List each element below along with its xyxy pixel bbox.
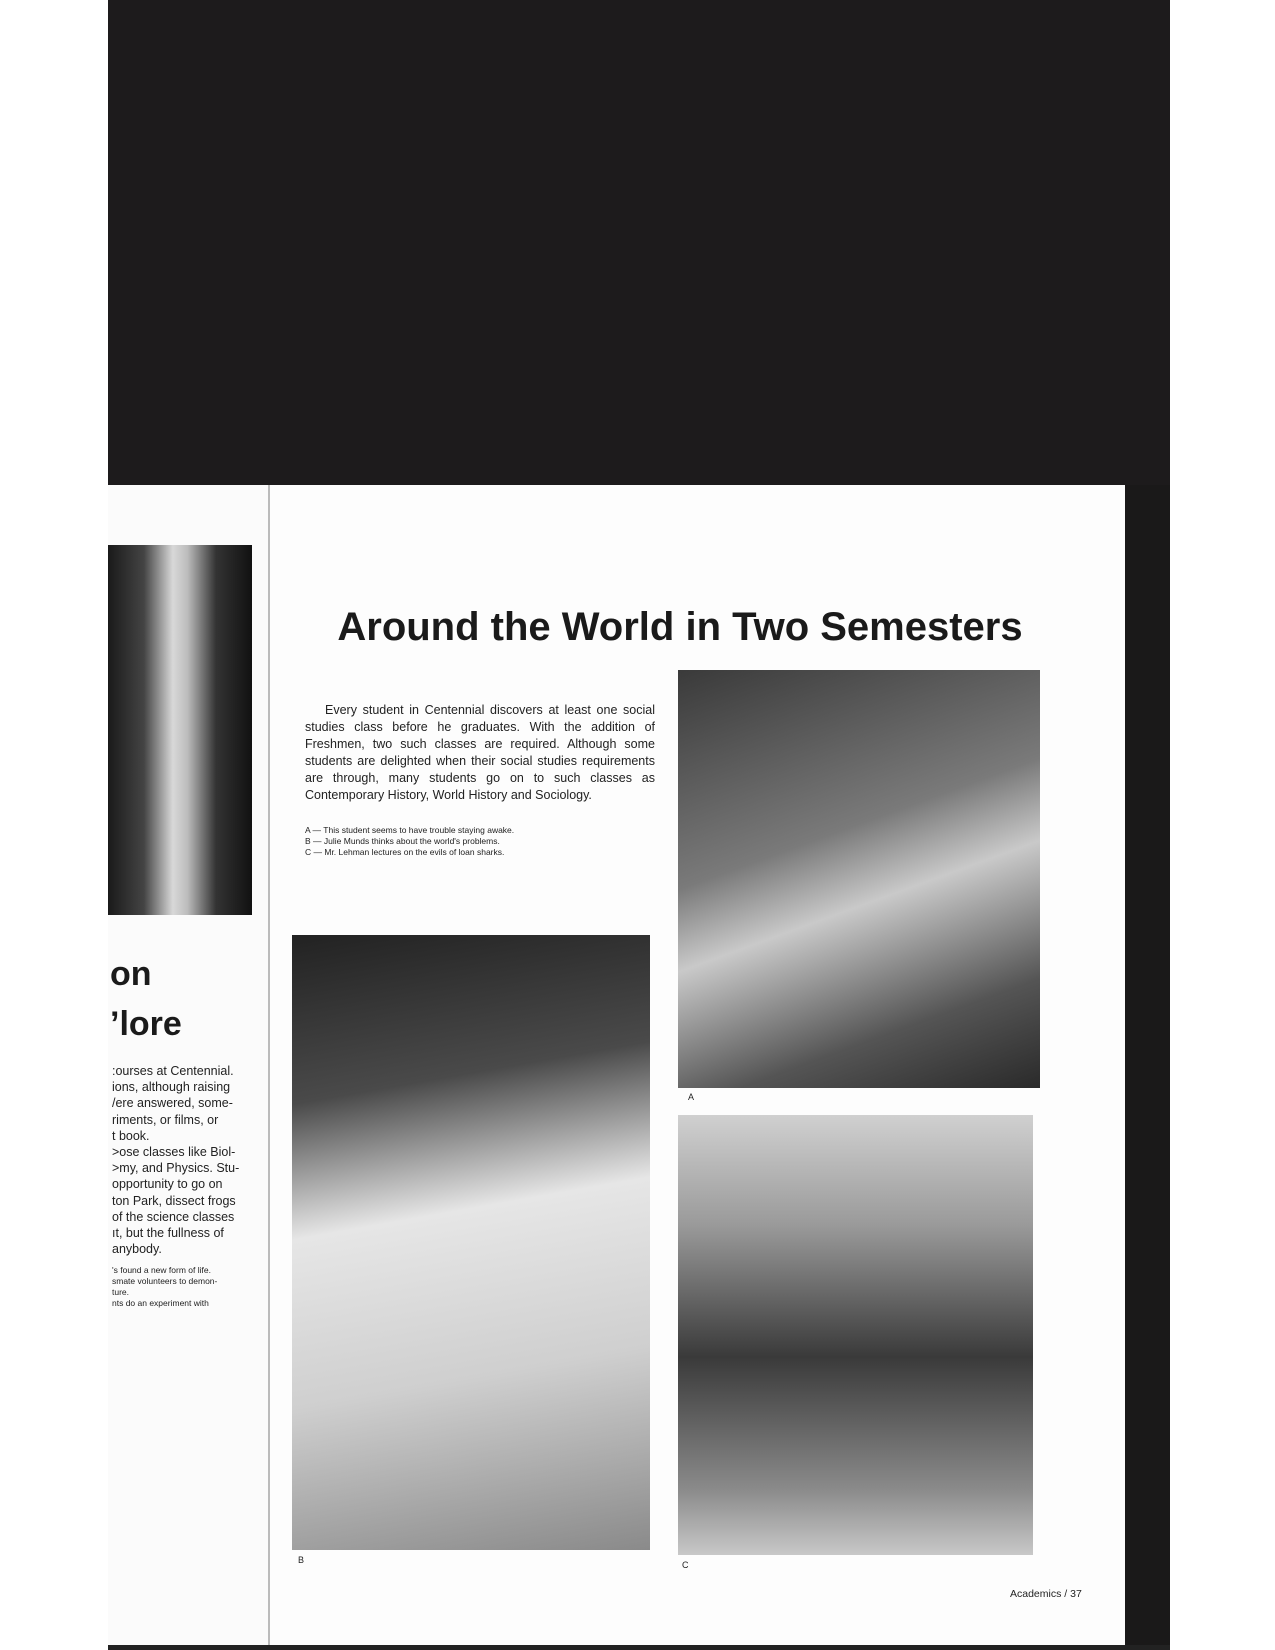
caption-a: A — This student seems to have trouble staying awake. [305, 825, 515, 835]
left-body-line: >my, and Physics. Stu- [112, 1161, 240, 1176]
left-body-line: riments, or films, or [112, 1112, 219, 1127]
left-body-line: opportunity to go on [112, 1177, 223, 1192]
left-caption-line: nts do an experiment with [112, 1298, 209, 1308]
photo-c-classroom-lecture [678, 1115, 1033, 1555]
page-title: Around the World in Two Semesters [337, 605, 1023, 649]
photo-b-julie-munds [292, 935, 650, 1550]
left-caption-line: smate volunteers to demon- [112, 1276, 218, 1286]
left-body-line: :ourses at Centennial. [112, 1064, 234, 1078]
caption-b: B — Julie Munds thinks about the world's problems. [305, 836, 500, 846]
left-body-line: anybody. [112, 1242, 162, 1257]
left-caption-line: ture. [112, 1287, 130, 1297]
photo-a-sleeping-student [678, 670, 1040, 1088]
left-heading-line-1: on [110, 955, 152, 993]
skeleton-photo [108, 545, 252, 915]
left-body-line: t book. [112, 1128, 150, 1143]
left-body-line: ıt, but the fullness of [112, 1226, 224, 1241]
page-gutter [268, 485, 270, 1645]
scan-background-top [108, 0, 1170, 485]
scan-background-right [1125, 485, 1170, 1650]
photo-label-a: A [688, 1092, 695, 1102]
left-body-line: of the science classes [112, 1209, 235, 1224]
left-body-text [112, 1063, 252, 1257]
photo-label-c: C [682, 1560, 689, 1570]
photo-captions [305, 825, 625, 858]
photo-label-b: B [298, 1555, 305, 1565]
left-body-line: >ose classes like Biol- [112, 1145, 236, 1160]
left-heading-line-2: ’lore [110, 1005, 182, 1043]
left-body-line: ton Park, dissect frogs [112, 1193, 236, 1208]
scan-background-bottom [108, 1645, 1170, 1650]
left-body-line: ions, although raising [112, 1080, 231, 1095]
left-captions [112, 1265, 252, 1309]
intro-paragraph: Every student in Centennial discovers at least one social studies class before he graduates. With the addition of Freshmen, two such classes are required. Although some students are delighted when their social studies requirements are through, many students go on to such classes as Contemporary History, World History and Sociology. [305, 703, 655, 802]
page-footer: Academics / 37 [1010, 1588, 1082, 1600]
caption-c: C — Mr. Lehman lectures on the evils of loan sharks. [305, 847, 505, 857]
left-body-line: /ere answered, some- [112, 1096, 233, 1111]
left-caption-line: 's found a new form of life. [112, 1265, 211, 1275]
